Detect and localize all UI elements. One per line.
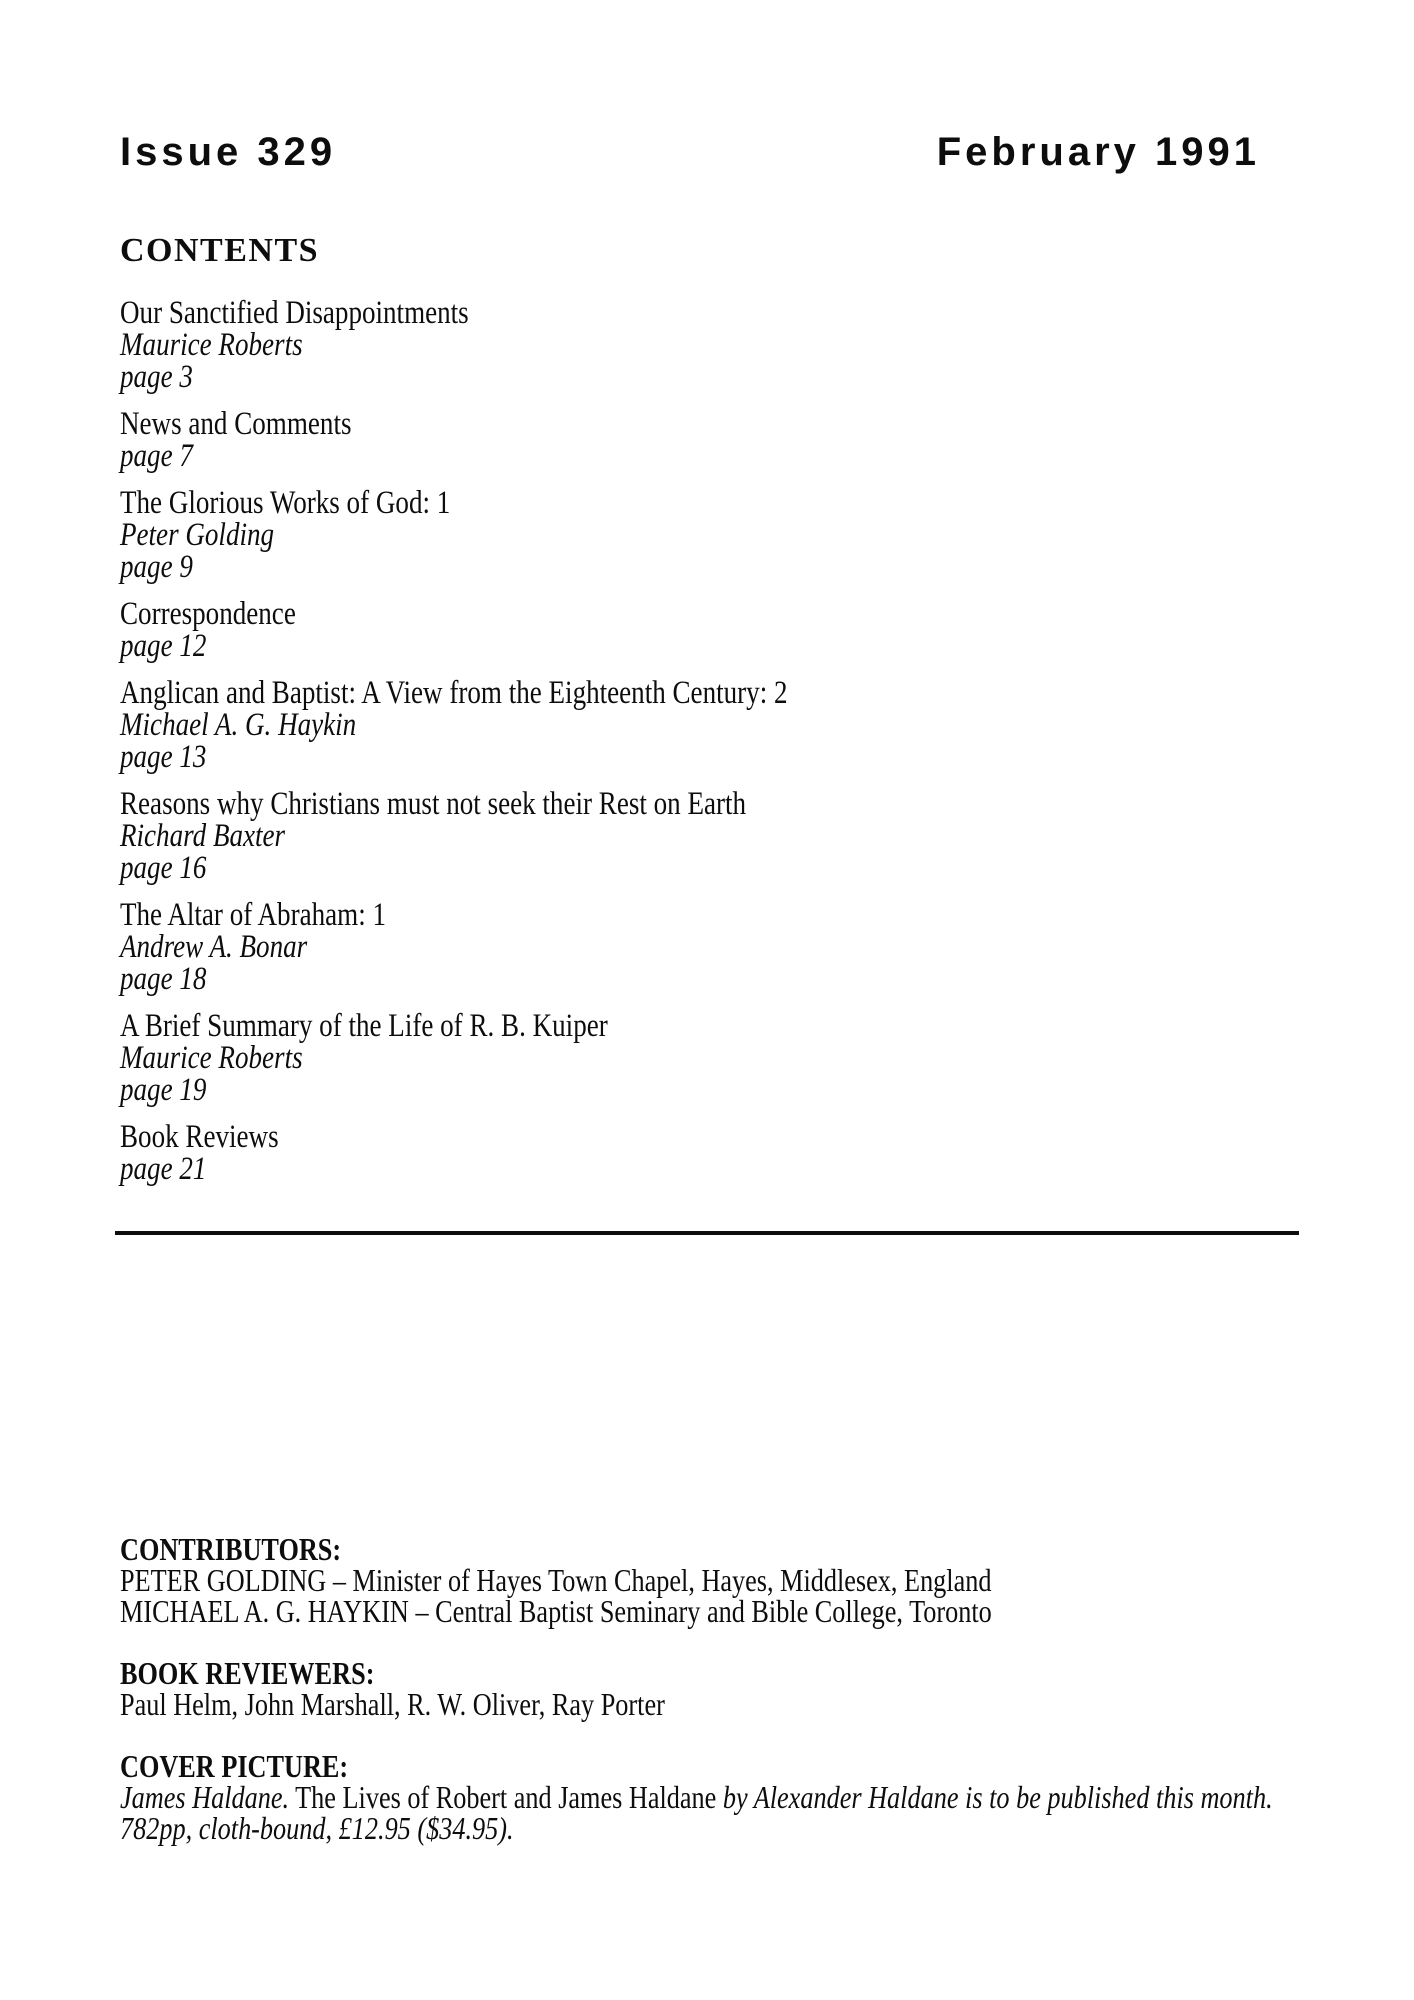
entry-page: page 21 [120, 1151, 207, 1187]
issue-number: Issue 329 [120, 130, 337, 174]
horizontal-rule [115, 1231, 1299, 1235]
entry-author: Andrew A. Bonar [120, 929, 308, 965]
entry-page: page 13 [120, 739, 207, 775]
contents-entry [120, 1121, 1350, 1185]
cover-picture-heading: COVER PICTURE: [120, 1748, 349, 1784]
contributor-line: MICHAEL A. G. HAYKIN – Central Baptist Seminary and Bible College, Toronto [120, 1593, 992, 1629]
contents-entry [120, 408, 1350, 472]
entry-page: page 7 [120, 438, 193, 474]
contents-entry [120, 1010, 1350, 1106]
contents-entry [120, 487, 1350, 583]
contributors-heading: CONTRIBUTORS: [120, 1531, 342, 1567]
book-reviewers-names: Paul Helm, John Marshall, R. W. Oliver, Ray Porter [120, 1686, 665, 1722]
entry-page: page 16 [120, 850, 207, 886]
contents-entry [120, 788, 1350, 884]
entry-author: Richard Baxter [120, 818, 286, 854]
entry-title: A Brief Summary of the Life of R. B. Kuiper [120, 1008, 608, 1044]
entry-title: Book Reviews [120, 1119, 279, 1155]
entry-author: Maurice Roberts [120, 1040, 303, 1076]
entry-page: page 9 [120, 549, 193, 585]
book-reviewers-section [120, 1655, 1399, 1722]
entry-page: page 12 [120, 628, 207, 664]
footer-info [120, 1531, 1399, 1875]
contents-entry [120, 297, 1350, 393]
entry-author: Michael A. G. Haykin [120, 707, 357, 743]
entry-title: The Altar of Abraham: 1 [120, 897, 387, 933]
contents-list [120, 297, 1350, 1200]
cover-picture-segment: James Haldane. [120, 1779, 290, 1815]
entry-page: page 18 [120, 961, 207, 997]
page-header [120, 132, 1260, 172]
contributor-line: PETER GOLDING – Minister of Hayes Town Chapel, Hayes, Middlesex, England [120, 1562, 992, 1598]
issue-date: February 1991 [936, 130, 1260, 174]
entry-author: Peter Golding [120, 517, 275, 553]
entry-title: Correspondence [120, 596, 296, 632]
entry-title: Anglican and Baptist: A View from the Eighteenth Century: 2 [120, 675, 788, 711]
entry-title: Reasons why Christians must not seek their Rest on Earth [120, 786, 747, 822]
cover-picture-line1 [120, 1779, 1399, 1815]
contents-entry [120, 677, 1350, 773]
entry-author: Maurice Roberts [120, 327, 303, 363]
cover-picture-segment: by Alexander Haldane is to be published this month. [722, 1779, 1273, 1815]
book-reviewers-heading: BOOK REVIEWERS: [120, 1655, 375, 1691]
contents-entry [120, 598, 1350, 662]
cover-picture-line2: 782pp, cloth-bound, £12.95 ($34.95). [120, 1810, 514, 1846]
contents-heading: CONTENTS [120, 232, 320, 269]
cover-picture-section [120, 1748, 1399, 1846]
cover-picture-segment: The Lives of Robert and James Haldane [289, 1779, 723, 1815]
entry-page: page 3 [120, 359, 193, 395]
entry-page: page 19 [120, 1072, 207, 1108]
entry-title: News and Comments [120, 406, 352, 442]
entry-title: Our Sanctified Disappointments [120, 295, 469, 331]
contents-entry [120, 899, 1350, 995]
entry-title: The Glorious Works of God: 1 [120, 485, 451, 521]
contributors-section [120, 1531, 1399, 1629]
